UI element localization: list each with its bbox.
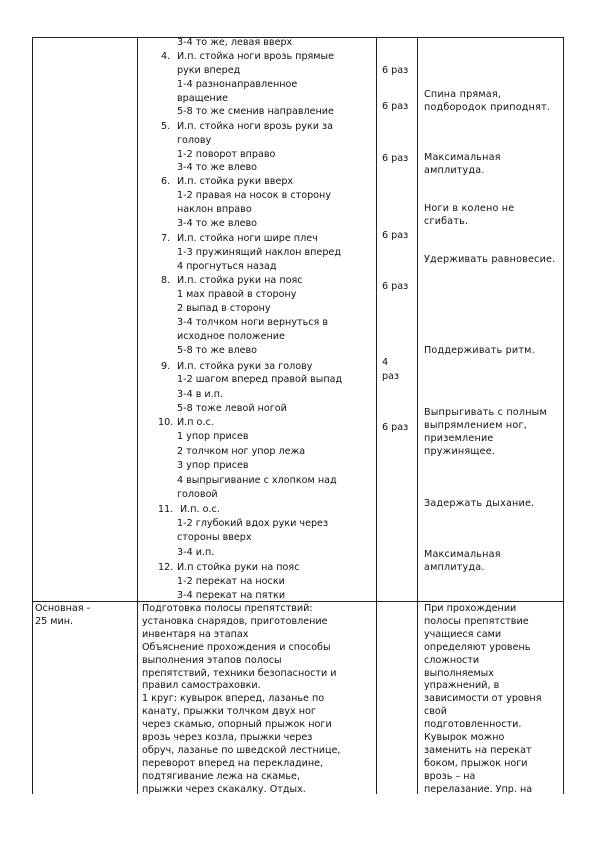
exercise-line: голову	[177, 135, 212, 146]
main-content-line: Объяснение прохождения и способы	[142, 641, 331, 653]
exercise-line: И.п. стойка ноги врозь прямые	[177, 51, 335, 62]
dosage-value: 4	[382, 357, 389, 368]
main-content-line: правил самостраховки.	[142, 680, 261, 692]
exercise-line: 1-2 поворот вправо	[177, 149, 276, 160]
main-content-line: подтягивание лежа на скамье,	[142, 770, 301, 782]
dosage-value: 6 раз	[382, 281, 409, 292]
main-note-line: полосы препятствие	[424, 615, 529, 627]
exercise-line: 2 выпад в сторону	[177, 303, 271, 314]
exercise-line: 1 мах правой в сторону	[177, 289, 297, 300]
guideline-note: Спина прямая, подбородок приподнят.	[424, 89, 551, 113]
exercise-line: головой	[177, 489, 218, 500]
exercise-number: 12.	[158, 562, 174, 573]
main-note-line: врозь – на	[424, 770, 476, 782]
exercise-line: исходное положение	[177, 331, 285, 342]
table-border-right	[563, 37, 564, 794]
part-label-duration: 25 мин.	[35, 616, 74, 627]
main-note-line: зависимости от уровня	[424, 693, 542, 705]
exercise-line: стороны вверх	[177, 532, 252, 543]
exercise-line: И.п. стойка ноги врозь руки за	[177, 121, 334, 132]
exercise-line: 2 толчком ног упор лежа	[177, 446, 306, 457]
exercise-number: 5.	[161, 121, 171, 132]
exercise-line: 3-4 то же влево	[177, 218, 258, 229]
exercise-line: вращение	[177, 93, 228, 104]
exercise-line: И.п. стойка руки вверх	[177, 176, 294, 187]
main-note-line: учащиеся сами	[424, 628, 502, 640]
exercise-line: 4 прогнуться назад	[177, 261, 277, 272]
exercise-line: 5-8 то же влево	[177, 345, 258, 356]
main-content-text	[142, 603, 382, 797]
main-notes-text	[424, 603, 562, 797]
exercise-line: 5-8 то же сменив направление	[177, 106, 334, 117]
guideline-note: Ноги в колено не сгибать.	[424, 203, 515, 227]
main-note-line: определяют уровень	[424, 641, 531, 653]
exercise-number: 4.	[161, 51, 171, 62]
exercise-line: 3-4 толчком ноги вернуться в	[177, 317, 328, 328]
exercise-line: 3-4 в и.п.	[177, 389, 224, 400]
main-note-line: перелазание. Упр. на	[424, 783, 533, 795]
exercise-line: 3-4 то же влево	[177, 162, 258, 173]
exercise-line: 3-4 и.п.	[177, 547, 215, 558]
table-border-left	[32, 37, 33, 794]
guideline-note: Максимальная амплитуда.	[424, 549, 501, 573]
table-divider-col3	[417, 37, 418, 794]
exercise-line: И.п. о.с.	[180, 504, 220, 515]
guideline-note: Задержать дыхание.	[424, 498, 535, 509]
dosage-value: 6 раз	[382, 65, 409, 76]
main-note-line: заменить на перекат	[424, 744, 532, 756]
exercise-line: И.п о.с.	[177, 417, 214, 428]
main-note-line: боком, прыжок ноги	[424, 757, 528, 769]
main-note-line: выполняемых	[424, 667, 494, 679]
exercise-line: 1-2 правая на носок в сторону	[177, 190, 331, 201]
guideline-note: Поддерживать ритм.	[424, 345, 535, 356]
main-content-line: через скамью, опорный прыжок ноги	[142, 719, 332, 731]
main-content-line: обруч, лазанье по шведской лестнице,	[142, 744, 341, 756]
exercise-line: И.п. стойка руки на пояс	[177, 275, 303, 286]
part-label-name: Основная -	[35, 603, 91, 614]
table-border-top	[32, 37, 564, 38]
dosage-value: 6 раз	[382, 153, 409, 164]
guideline-note: Выпрыгивать с полным выпрямлением ног, приземление пружинящее.	[424, 407, 547, 457]
table-divider-col1	[137, 37, 138, 794]
exercise-line: 5-8 тоже левой ногой	[177, 403, 287, 414]
main-content-line: врозь через козла, прыжки через	[142, 732, 313, 744]
dosage-value: 6 раз	[382, 101, 409, 112]
exercise-line: 3 упор присев	[177, 460, 249, 471]
exercise-line: 1-4 разнонаправленное	[177, 79, 298, 90]
table-row-divider	[32, 601, 564, 602]
main-content-line: препятствий, техники безопасности и	[142, 667, 337, 679]
main-content-line: инвентаря на этапах	[142, 628, 249, 640]
main-note-line: подготовленности.	[424, 719, 522, 731]
main-content-line: переворот вперед на перекладине,	[142, 757, 324, 769]
exercise-line: 3-4 то же, левая вверх	[177, 37, 293, 48]
exercise-line: 1-2 глубокий вдох руки через	[177, 518, 329, 529]
main-content-line: выполнения этапов полосы	[142, 654, 282, 666]
guideline-note: Максимальная амплитуда.	[424, 152, 501, 176]
exercise-number: 9.	[161, 361, 171, 372]
exercise-number: 8.	[161, 275, 171, 286]
exercise-number: 11.	[158, 504, 174, 515]
exercise-number: 7.	[161, 233, 171, 244]
dosage-value: 6 раз	[382, 230, 409, 241]
exercise-line: И.п. стойка ноги шире плеч	[177, 233, 318, 244]
exercise-line: 1-2 шагом вперед правой выпад	[177, 374, 343, 385]
exercise-line: И.п стойка руки на пояс	[177, 562, 300, 573]
exercise-line: руки вперед	[177, 65, 241, 76]
exercise-number: 6.	[161, 176, 171, 187]
dosage-value: 6 раз	[382, 422, 409, 433]
main-content-line: установка снарядов, приготовление	[142, 615, 328, 627]
main-note-line: Кувырок можно	[424, 732, 505, 744]
part-label	[35, 602, 90, 628]
main-content-line: 1 круг: кувырок вперед, лазанье по	[142, 693, 325, 705]
exercise-line: 1 упор присев	[177, 431, 249, 442]
main-note-line: упражнений, в	[424, 680, 500, 692]
exercise-line: 4 выпрыгивание с хлопком над	[177, 475, 337, 486]
main-note-line: сложности	[424, 654, 480, 666]
main-note-line: свой	[424, 706, 448, 718]
exercise-line: 1-2 перекат на носки	[177, 576, 285, 587]
main-content-line: Подготовка полосы препятствий:	[142, 603, 313, 614]
exercise-line: И.п. стойка руки за голову	[177, 361, 313, 372]
exercise-line: 3-4 перекат на пятки	[177, 590, 286, 601]
exercise-line: 1-3 пружинящий наклон вперед	[177, 247, 341, 258]
main-content-line: канату, прыжки толчком двух ног	[142, 706, 316, 718]
main-note-line: При прохождении	[424, 603, 517, 614]
main-content-line: прыжки через скакалку. Отдых.	[142, 783, 306, 795]
exercise-line: наклон вправо	[177, 204, 252, 215]
dosage-value: раз	[382, 371, 400, 382]
exercise-number: 10.	[158, 417, 174, 428]
guideline-note: Удерживать равновесие.	[424, 254, 556, 265]
